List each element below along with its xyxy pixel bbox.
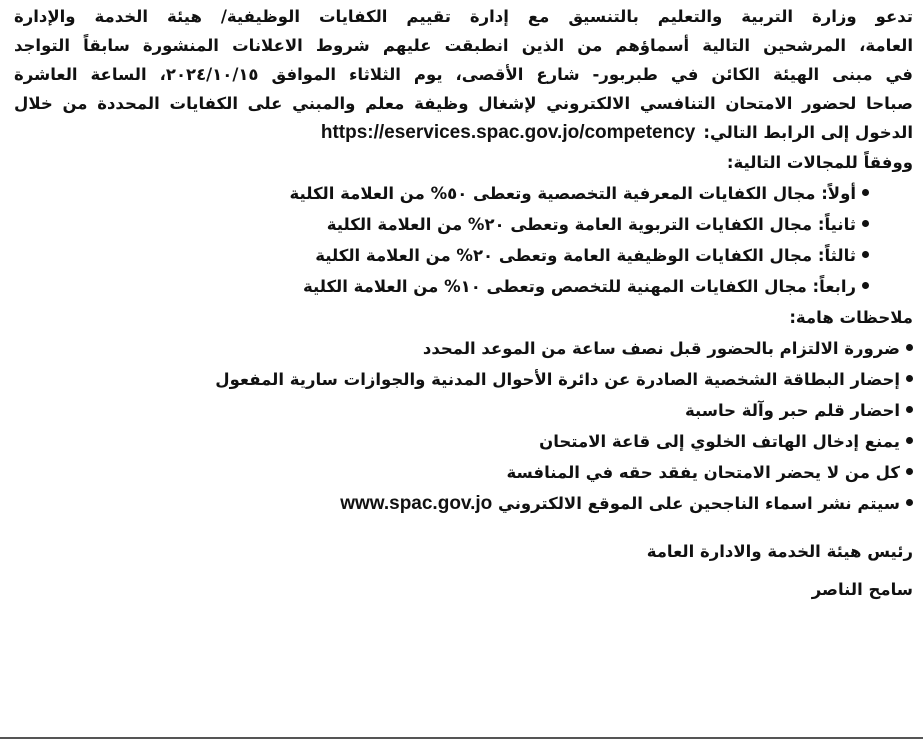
results-note-text: سيتم نشر اسماء الناجحين على الموقع الالكتروني [498, 494, 900, 513]
bullet-icon [862, 220, 869, 227]
bullet-icon [906, 344, 913, 351]
signature-title: رئيس هيئة الخدمة والادارة العامة [646, 542, 913, 561]
note-text: يمنع إدخال الهاتف الخلوي إلى قاعة الامتحان [539, 432, 900, 451]
bullet-icon [906, 499, 913, 506]
competency-link[interactable]: https://eservices.spac.gov.jo/competency [320, 122, 696, 143]
note-text: ضرورة الالتزام بالحضور قبل نصف ساعة من الموعد المحدد [422, 339, 900, 358]
bullet-icon [906, 468, 913, 475]
domains-list [14, 178, 913, 302]
domain-text: أولاً: مجال الكفايات المعرفية التخصصية وتعطى ٥٠% من العلامة الكلية [289, 184, 856, 203]
results-website-link[interactable]: www.spac.gov.jo [340, 493, 493, 514]
note-item [14, 395, 913, 426]
domain-item [14, 271, 913, 302]
domain-item [14, 240, 913, 271]
notes-heading: ملاحظات هامة: [789, 308, 913, 327]
bullet-icon [862, 282, 869, 289]
bullet-icon [862, 251, 869, 258]
competency-link-line [14, 118, 913, 147]
domain-item [14, 209, 913, 240]
domain-item [14, 178, 913, 209]
intro-line-4: صباحا لحضور الامتحان التنافسي الالكتروني لإشغال وظيفة معلم والمبني على الكفايات المحددة من خلال [14, 94, 913, 113]
intro-paragraph [14, 2, 913, 118]
domain-text: ثالثاً: مجال الكفايات الوظيفية العامة وتعطى ٢٠% من العلامة الكلية [315, 246, 856, 265]
domains-heading: ووفقاً للمجالات التالية: [726, 153, 913, 172]
intro-line-3: في مبنى الهيئة الكائن في طبربور- شارع الأقصى، يوم الثلاثاء الموافق ٢٠٢٤/١٠/١٥، الساعة العاشرة [14, 65, 913, 84]
note-item-results [14, 488, 913, 519]
note-text: احضار قلم حبر وآلة حاسبة [684, 401, 900, 420]
signature-name: سامح الناصر [811, 580, 913, 599]
link-prefix: الدخول إلى الرابط التالي: [703, 123, 913, 142]
bullet-icon [906, 375, 913, 382]
domain-text: ثانياً: مجال الكفايات التربوية العامة وتعطى ٢٠% من العلامة الكلية [326, 215, 856, 234]
note-text: كل من لا يحضر الامتحان يفقد حقه في المنافسة [506, 463, 900, 482]
note-item [14, 333, 913, 364]
intro-line-1: تدعو وزارة التربية والتعليم بالتنسيق مع إدارة تقييم الكفايات الوظيفية/ هيئة الخدمة والإدارة [14, 7, 913, 26]
intro-line-2: العامة، المرشحين التالية أسماؤهم من الذين انطبقت عليهم شروط الاعلانات المنشورة سابقاً التواجد [14, 36, 913, 55]
bullet-icon [906, 406, 913, 413]
bullet-icon [862, 189, 869, 196]
note-item [14, 364, 913, 395]
note-text: إحضار البطاقة الشخصية الصادرة عن دائرة الأحوال المدنية والجوازات سارية المفعول [215, 370, 900, 389]
notes-list [14, 333, 913, 519]
bullet-icon [906, 437, 913, 444]
note-item [14, 457, 913, 488]
domain-text: رابعاً: مجال الكفايات المهنية للتخصص وتعطى ١٠% من العلامة الكلية [302, 277, 856, 296]
note-item [14, 426, 913, 457]
